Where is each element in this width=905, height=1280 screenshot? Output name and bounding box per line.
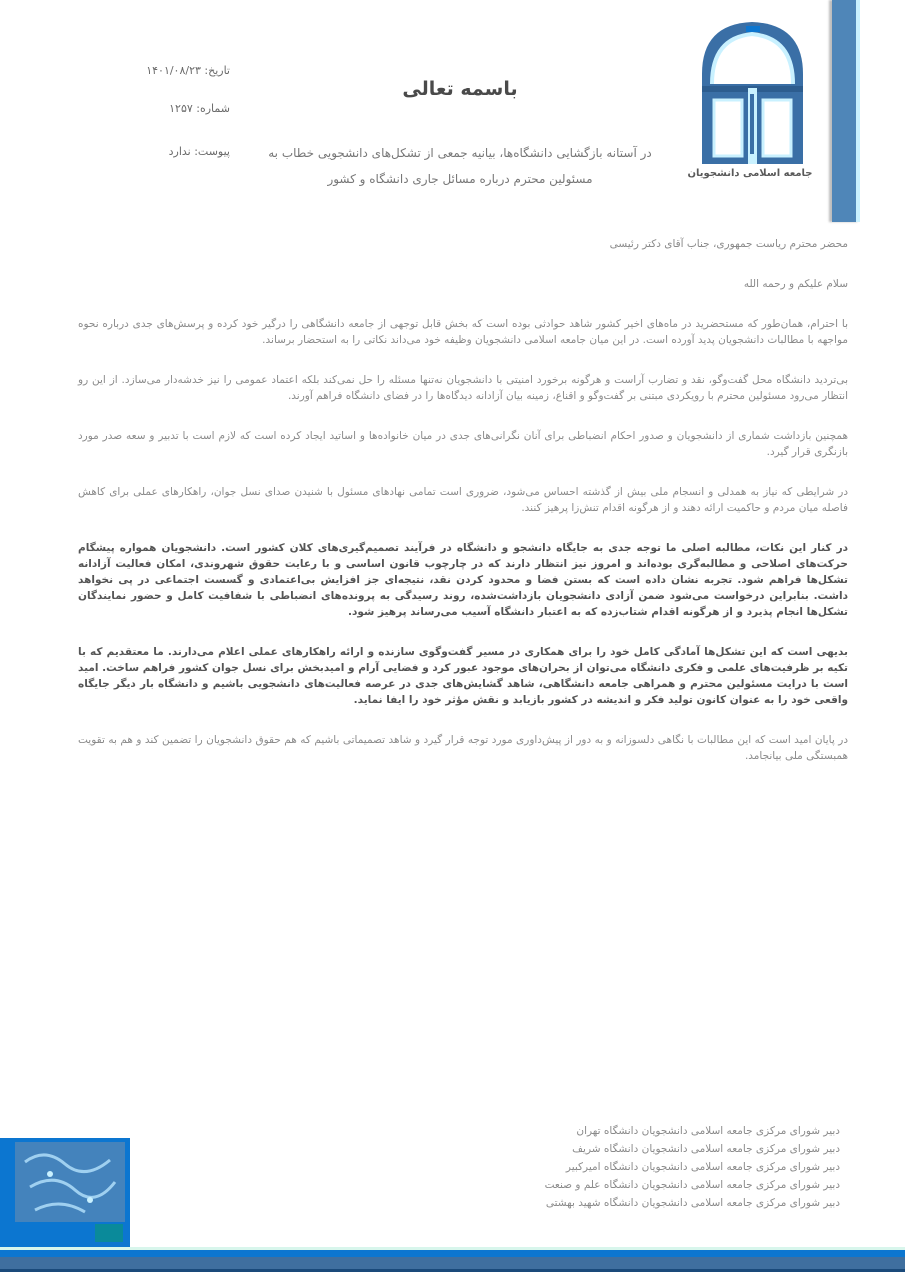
logo-caption: جامعه اسلامی دانشجویان — [687, 168, 813, 179]
body-paragraph: بی‌تردید دانشگاه محل گفت‌وگو، نقد و تضارب آراست و هرگونه برخورد امنیتی با دانشجویان نه‌تنها مسئله را حل نمی‌کند بلکه اعتماد عمومی را نیز خدشه‌دار می‌سازد. از این رو انتظار می‌رود مسئولین محترم با رویکردی مبتنی بر گفت‌وگو و اقناع، زمینه بیان آزادانه دیدگاه‌ها را در فضای دانشگاه فراهم آورند. — [78, 374, 848, 402]
cc-item: دبیر شورای مرکزی جامعه اسلامی دانشجویان دانشگاه علم و صنعت — [544, 1179, 840, 1191]
body-paragraph: همچنین بازداشت شماری از دانشجویان و صدور احکام انضباطی برای آنان نگرانی‌های جدی در میان خانواده‌ها و اساتید ایجاد کرده است که لازم است با تدبیر و سعه صدر مورد بازنگری قرار گیرد. — [78, 430, 848, 458]
subject-line: در آستانه بازگشایی دانشگاه‌ها، بیانیه جمعی از تشکل‌های دانشجویی خطاب به — [268, 146, 652, 160]
basmala-heading: باسمه تعالی — [402, 78, 518, 100]
subject-line: مسئولین محترم درباره مسائل جاری دانشگاه و کشور — [327, 172, 593, 186]
body-paragraph-bold: بدیهی است که این تشکل‌ها آمادگی کامل خود را برای همکاری در مسیر گفت‌وگوی سازنده و ارائه راهکارهای عملی اعلام می‌دارند. ما معتقدیم که با تکیه بر ظرفیت‌های علمی و فکری دانشگاه می‌توان از بحران‌های موجود عبور کرد و فضایی آرام و امیدبخش برای نسل جوان کشور فراهم ساخت. امید است با درایت مسئولین محترم و همراهی جامعه دانشگاهی، شاهد گشایش‌های جدی در عرصه فعالیت‌های دانشجویی باشیم و دانشگاه بار دیگر جایگاه واقعی خود را به عنوان کانون تولید فکر و اندیشه در کشور بازیابد و نقش مؤثر خود را ایفا نماید. — [78, 646, 848, 706]
letter-subject — [240, 140, 680, 192]
body-paragraph: با احترام، همان‌طور که مستحضرید در ماه‌های اخیر کشور شاهد حوادثی بوده است که بخش قابل توجهی از جامعه دانشگاهی را درگیر خود کرده و پرسش‌های جدی درباره نحوه مواجهه با مطالبات دانشجویان پدید آورده است. در این میان جامعه اسلامی دانشجویان وظیفه خود می‌داند نکاتی را به استحضار برساند. — [78, 318, 848, 346]
body-paragraph: در شرایطی که نیاز به همدلی و انسجام ملی بیش از گذشته احساس می‌شود، ضروری است تمامی نهادهای مسئول با شنیدن صدای نسل جوان، راهکارهای عملی برای کاهش فاصله میان مردم و حاکمیت ارائه دهند و از هرگونه اقدام تنش‌زا پرهیز کنند. — [78, 486, 848, 514]
calligraphy-ornament-icon — [15, 1142, 125, 1242]
addressee: محضر محترم ریاست جمهوری، جناب آقای دکتر رئیسی — [609, 238, 848, 250]
body-paragraph: در پایان امید است که این مطالبات با نگاهی دلسوزانه و به دور از پیش‌داوری مورد توجه قرار گیرد و شاهد تصمیماتی باشیم که هم حقوق دانشجویان را تضمین کند و هم به تقویت همبستگی ملی بیانجامد. — [78, 734, 848, 762]
cc-item: دبیر شورای مرکزی جامعه اسلامی دانشجویان دانشگاه شهید بهشتی — [545, 1197, 840, 1209]
letter-body — [78, 236, 848, 788]
cc-item: دبیر شورای مرکزی جامعه اسلامی دانشجویان دانشگاه شریف — [572, 1143, 840, 1155]
letter-number: شماره: ۱۲۵۷ — [169, 102, 230, 115]
letter-attachment: پیوست: ندارد — [168, 145, 230, 158]
cc-item: دبیر شورای مرکزی جامعه اسلامی دانشجویان دانشگاه امیرکبیر — [565, 1161, 840, 1173]
letter-date: تاریخ: ۱۴۰۱/۰۸/۲۳ — [146, 64, 230, 77]
footer-band-dark — [0, 1257, 905, 1272]
cc-item: دبیر شورای مرکزی جامعه اسلامی دانشجویان دانشگاه تهران — [576, 1125, 840, 1137]
cc-list — [420, 1122, 840, 1212]
body-paragraph-bold: در کنار این نکات، مطالبه اصلی ما توجه جدی به جایگاه دانشجو و دانشگاه در فرآیند تصمیم‌گیری‌های کلان کشور است. دانشجویان همواره پیشگام حرکت‌های اصلاحی و مطالبه‌گری بوده‌اند و امروز نیز انتظار دارند که در چارچوب قانون اساسی و با رعایت حقوق شهروندی، امکان فعالیت آزادانه تشکل‌ها فراهم شود. تجربه نشان داده است که بستن فضا و محدود کردن نقد، نتیجه‌ای جز افزایش بی‌اعتمادی و گسست اجتماعی در پی نخواهد داشت. بنابراین درخواست می‌شود ضمن آزادی دانشجویان بازداشت‌شده، روند رسیدگی به پرونده‌های انضباطی با شفافیت کامل و حضور نمایندگان تشکل‌ها انجام پذیرد و از هرگونه اقدام شتاب‌زده که به اعتبار دانشگاه آسیب می‌رساند پرهیز شود. — [78, 542, 848, 618]
association-logo-icon — [690, 14, 815, 164]
right-decorative-bar — [832, 0, 860, 222]
greeting: سلام علیکم و رحمه الله — [743, 278, 848, 290]
